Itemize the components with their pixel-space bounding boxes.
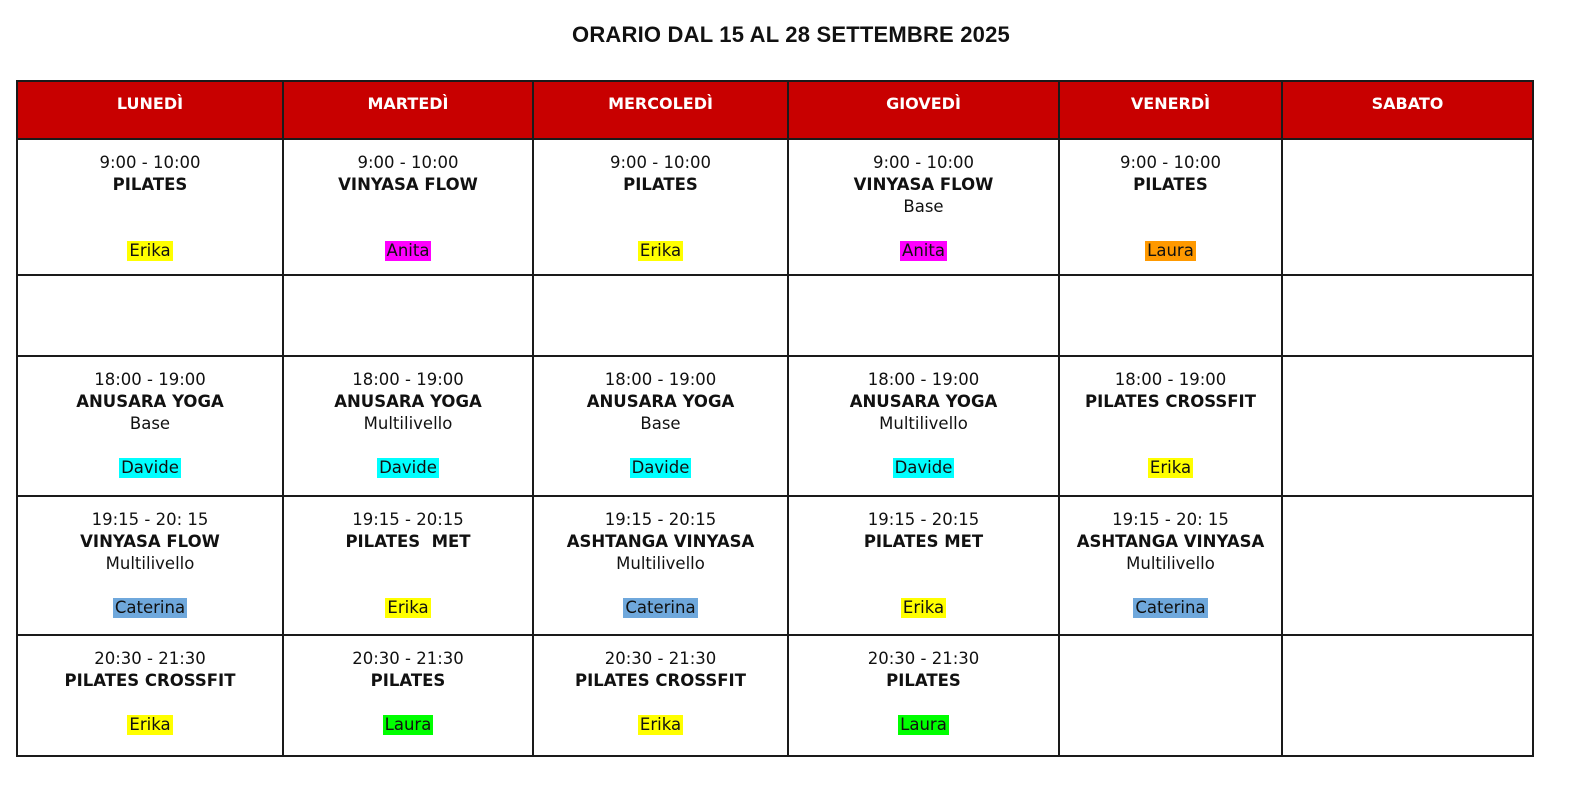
- class-level: [284, 553, 532, 575]
- teacher-badge: Caterina: [1135, 598, 1206, 617]
- slot-cell-wednesday: [533, 275, 788, 356]
- slot-cell-friday: [1059, 496, 1282, 635]
- class-time: 9:00 - 10:00: [1119, 153, 1222, 172]
- class-time: 19:15 - 20:15: [867, 510, 980, 529]
- slot-cell-thursday: [788, 139, 1059, 275]
- teacher-badge: Davide: [379, 458, 437, 477]
- cell-spacer: [789, 692, 1058, 714]
- class-level: Multilivello: [105, 554, 195, 573]
- class-time: 20:30 - 21:30: [94, 649, 206, 668]
- slot-cell-tuesday: [283, 356, 533, 496]
- class-name: PILATES: [886, 671, 961, 690]
- class-name: ANUSARA YOGA: [76, 392, 224, 411]
- slot-cell-wednesday: [533, 496, 788, 635]
- slot-cell-tuesday: [283, 635, 533, 756]
- cell-spacer: [1060, 435, 1281, 457]
- cell-spacer: [534, 435, 787, 457]
- class-time: 18:00 - 19:00: [94, 370, 206, 389]
- schedule-row: [17, 356, 1533, 496]
- class-name: PILATES CROSSFIT: [575, 671, 746, 690]
- slot-cell-monday: [17, 635, 283, 756]
- teacher-badge: Laura: [384, 715, 432, 734]
- day-header-thursday: GIOVEDÌ: [788, 81, 1059, 139]
- cell-spacer: [1060, 575, 1281, 597]
- teacher-badge: Laura: [900, 715, 947, 734]
- schedule-body: [17, 139, 1533, 756]
- cell-spacer: [18, 692, 282, 714]
- teacher-badge: Caterina: [625, 598, 696, 617]
- class-level: Multilivello: [616, 554, 705, 573]
- cell-spacer: [789, 575, 1058, 597]
- teacher-badge: Davide: [631, 458, 690, 477]
- slot-cell-saturday: [1282, 496, 1533, 635]
- slot-cell-wednesday: [533, 356, 788, 496]
- class-name: VINYASA FLOW: [80, 532, 220, 551]
- day-header-monday: LUNEDÌ: [17, 81, 283, 139]
- slot-cell-saturday: [1282, 635, 1533, 756]
- day-header-tuesday: MARTEDÌ: [283, 81, 533, 139]
- class-level: Multilivello: [1126, 554, 1215, 573]
- class-name: PILATES: [370, 671, 446, 690]
- cell-spacer: [789, 218, 1058, 240]
- class-time: 20:30 - 21:30: [867, 649, 980, 668]
- class-level: Base: [903, 197, 944, 216]
- slot-cell-wednesday: [533, 635, 788, 756]
- cell-spacer: [534, 692, 787, 714]
- class-level: Multilivello: [879, 414, 968, 433]
- class-name: ASHTANGA VINYASA: [1076, 532, 1265, 551]
- slot-cell-tuesday: [283, 275, 533, 356]
- teacher-badge: Erika: [902, 598, 945, 617]
- cell-spacer: [18, 575, 282, 597]
- class-name: ANUSARA YOGA: [586, 392, 735, 411]
- day-header-wednesday: MERCOLEDÌ: [533, 81, 788, 139]
- class-time: 20:30 - 21:30: [604, 649, 717, 668]
- teacher-badge: Caterina: [114, 598, 186, 617]
- class-name: PILATES: [1133, 175, 1208, 194]
- class-time: 9:00 - 10:00: [872, 153, 975, 172]
- cell-spacer: [534, 218, 787, 240]
- teacher-badge: Erika: [129, 241, 171, 260]
- teacher-badge: Davide: [121, 458, 179, 477]
- class-level: [1060, 413, 1281, 435]
- slot-cell-saturday: [1282, 139, 1533, 275]
- schedule-row: [17, 275, 1533, 356]
- class-name: ASHTANGA VINYASA: [566, 532, 755, 551]
- class-time: 9:00 - 10:00: [99, 153, 201, 172]
- cell-spacer: [284, 575, 532, 597]
- class-name: PILATES: [112, 175, 188, 194]
- teacher-badge: Davide: [894, 458, 953, 477]
- class-level: [534, 196, 787, 218]
- class-time: 19:15 - 20:15: [352, 510, 464, 529]
- page-title: ORARIO DAL 15 AL 28 SETTEMBRE 2025: [572, 22, 1010, 47]
- class-level: [789, 553, 1058, 575]
- class-level: [18, 196, 282, 218]
- slot-cell-wednesday: [533, 139, 788, 275]
- day-header-row: [17, 81, 1533, 139]
- cell-spacer: [534, 575, 787, 597]
- class-name: PILATES CROSSFIT: [64, 671, 236, 690]
- class-level: [284, 196, 532, 218]
- schedule-table: [16, 80, 1534, 757]
- slot-cell-saturday: [1282, 275, 1533, 356]
- cell-spacer: [284, 218, 532, 240]
- slot-cell-friday: [1059, 356, 1282, 496]
- teacher-badge: Anita: [386, 241, 430, 260]
- class-time: 19:15 - 20:15: [604, 510, 717, 529]
- class-time: 19:15 - 20: 15: [91, 510, 209, 529]
- schedule-row: [17, 635, 1533, 756]
- cell-spacer: [1060, 218, 1281, 240]
- slot-cell-friday: [1059, 139, 1282, 275]
- slot-cell-thursday: [788, 496, 1059, 635]
- class-name: VINYASA FLOW: [853, 175, 994, 194]
- cell-spacer: [789, 435, 1058, 457]
- class-level: Base: [640, 414, 681, 433]
- class-level: Base: [129, 414, 171, 433]
- class-time: 18:00 - 19:00: [604, 370, 717, 389]
- class-name: PILATES MET: [345, 532, 471, 551]
- class-name: ANUSARA YOGA: [849, 392, 998, 411]
- class-time: 18:00 - 19:00: [1114, 370, 1227, 389]
- slot-cell-monday: [17, 496, 283, 635]
- schedule-row: [17, 139, 1533, 275]
- cell-spacer: [18, 218, 282, 240]
- cell-spacer: [18, 435, 282, 457]
- class-name: PILATES CROSSFIT: [1085, 392, 1256, 411]
- class-name: ANUSARA YOGA: [334, 392, 482, 411]
- slot-cell-monday: [17, 139, 283, 275]
- day-header-saturday: SABATO: [1282, 81, 1533, 139]
- slot-cell-thursday: [788, 356, 1059, 496]
- teacher-badge: Erika: [1149, 458, 1192, 477]
- slot-cell-friday: [1059, 635, 1282, 756]
- day-header-friday: VENERDÌ: [1059, 81, 1282, 139]
- slot-cell-thursday: [788, 275, 1059, 356]
- class-level: Multilivello: [363, 414, 453, 433]
- class-time: 18:00 - 19:00: [867, 370, 980, 389]
- teacher-badge: Erika: [129, 715, 171, 734]
- class-time: 18:00 - 19:00: [352, 370, 464, 389]
- teacher-badge: Erika: [387, 598, 429, 617]
- slot-cell-saturday: [1282, 356, 1533, 496]
- teacher-badge: Laura: [1147, 241, 1194, 260]
- slot-cell-tuesday: [283, 139, 533, 275]
- class-name: PILATES: [623, 175, 698, 194]
- teacher-badge: Erika: [639, 241, 682, 260]
- cell-spacer: [284, 435, 532, 457]
- slot-cell-friday: [1059, 275, 1282, 356]
- class-time: 19:15 - 20: 15: [1112, 510, 1229, 529]
- class-name: VINYASA FLOW: [338, 175, 478, 194]
- class-name: PILATES MET: [863, 532, 984, 551]
- schedule-row: [17, 496, 1533, 635]
- teacher-badge: Erika: [639, 715, 682, 734]
- class-time: 9:00 - 10:00: [609, 153, 712, 172]
- slot-cell-monday: [17, 275, 283, 356]
- class-time: 20:30 - 21:30: [352, 649, 464, 668]
- slot-cell-thursday: [788, 635, 1059, 756]
- teacher-badge: Anita: [902, 241, 945, 260]
- class-level: [1060, 196, 1281, 218]
- class-time: 9:00 - 10:00: [357, 153, 459, 172]
- slot-cell-tuesday: [283, 496, 533, 635]
- cell-spacer: [284, 692, 532, 714]
- slot-cell-monday: [17, 356, 283, 496]
